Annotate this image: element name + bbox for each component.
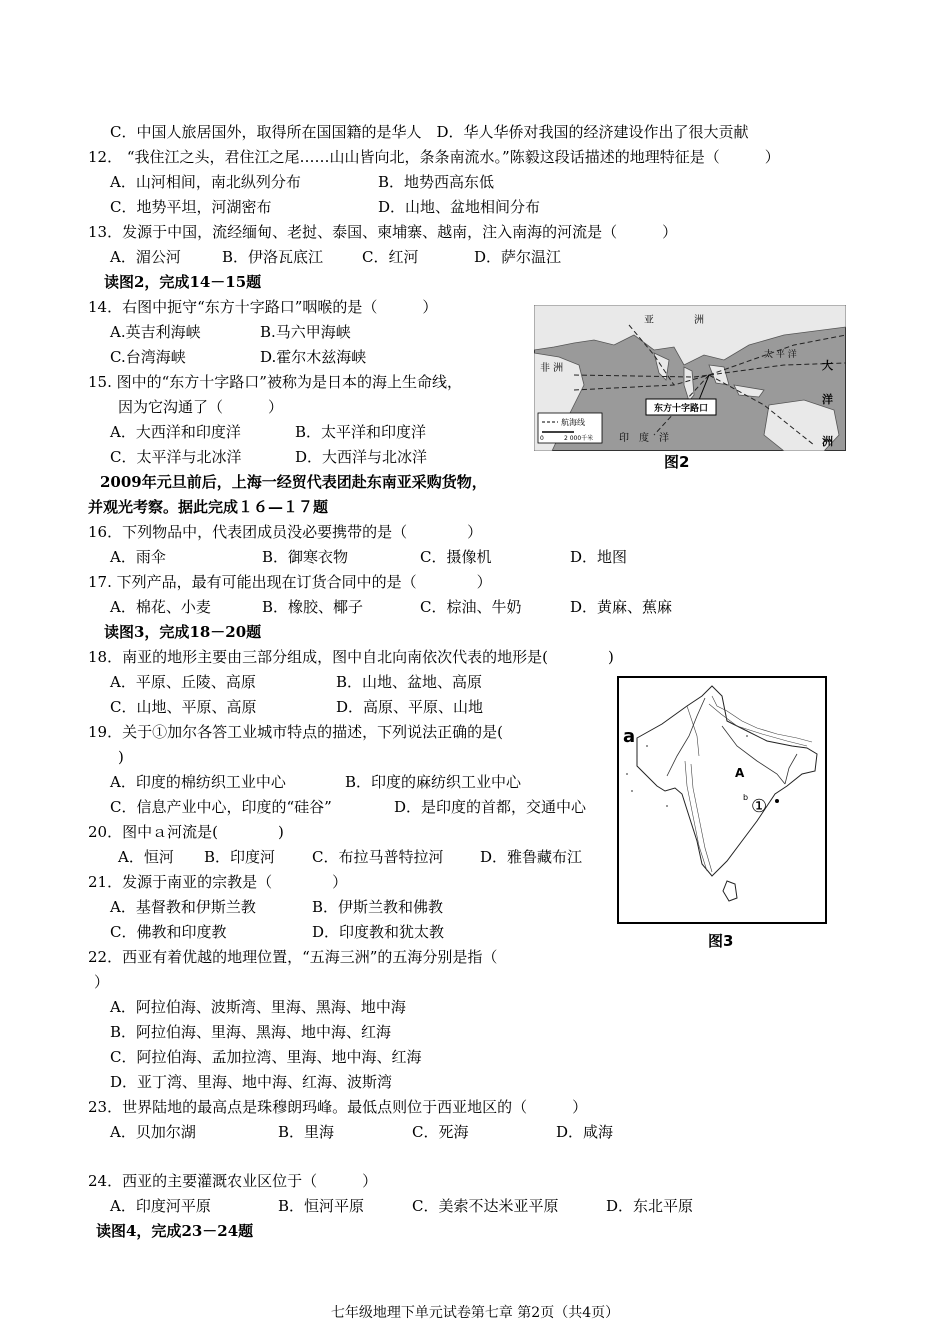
q13-option-c: C．红河 bbox=[362, 248, 419, 266]
question-20: 20．图中ａ河流是( ) bbox=[88, 823, 284, 841]
q16-option-b: B．御寒衣物 bbox=[262, 548, 349, 566]
q23-option-b: B．里海 bbox=[278, 1123, 335, 1141]
q20-option-d: D．雅鲁藏布江 bbox=[480, 848, 583, 866]
q12-option-d: D．山地、盆地相间分布 bbox=[378, 198, 541, 216]
q21-option-a: A．基督教和伊斯兰教 bbox=[110, 898, 256, 916]
atlantic-da-label: 大 bbox=[822, 359, 833, 372]
section-16-17-cont: 并观光考察。据此完成１６—１７题 bbox=[88, 498, 329, 516]
section-18-20: 读图3，完成18－20题 bbox=[104, 623, 262, 641]
q22-option-a: A．阿拉伯海、波斯湾、里海、黑海、地中海 bbox=[110, 998, 406, 1016]
q17-option-d: D．黄麻、蕉麻 bbox=[570, 598, 673, 616]
q17-option-c: C．棕油、牛奶 bbox=[420, 598, 522, 616]
question-19-cont: ) bbox=[118, 748, 124, 766]
q19-option-d: D．是印度的首都，交通中心 bbox=[394, 798, 587, 816]
figure-2-svg bbox=[534, 305, 846, 451]
section-14-15: 读图2，完成14－15题 bbox=[104, 273, 262, 291]
q14-option-a: A.英吉利海峡 bbox=[110, 323, 201, 341]
region-A-label: A bbox=[735, 766, 745, 780]
q15-option-d: D．大西洋与北冰洋 bbox=[295, 448, 428, 466]
atlantic-yang-label: 洋 bbox=[822, 393, 833, 406]
asia-label: 亚 洲 bbox=[644, 315, 704, 326]
q12-option-a: A．山河相间，南北纵列分布 bbox=[110, 173, 301, 191]
question-13: 13．发源于中国，流经缅甸、老挝、泰国、柬埔寨、越南，注入南海的河流是（ ） bbox=[88, 223, 678, 241]
legend-route-label: 航海线 bbox=[561, 418, 585, 427]
q24-option-b: B．恒河平原 bbox=[278, 1197, 365, 1215]
kolkata-dot bbox=[775, 799, 779, 803]
indian-ocean-label: 印 度 洋 bbox=[619, 433, 669, 444]
q15-option-c: C．太平洋与北冰洋 bbox=[110, 448, 242, 466]
legend-scale-label: 2 000千米 bbox=[564, 435, 594, 442]
q21-option-b: B．伊斯兰教和佛教 bbox=[312, 898, 444, 916]
q15-option-a: A．大西洋和印度洋 bbox=[110, 423, 241, 441]
q13-option-d: D．萨尔温江 bbox=[474, 248, 562, 266]
figure-2-caption: 图2 bbox=[664, 453, 690, 471]
q19-option-c: C．信息产业中心，印度的“硅谷” bbox=[110, 798, 332, 816]
q16-option-d: D．地图 bbox=[570, 548, 628, 566]
question-18: 18．南亚的地形主要由三部分组成，图中自北向南依次代表的地形是( ) bbox=[88, 648, 614, 666]
q23-option-d: D．咸海 bbox=[556, 1123, 614, 1141]
q24-option-d: D．东北平原 bbox=[606, 1197, 694, 1215]
question-11-option-cd: C．中国人旅居国外，取得所在国国籍的是华人 D．华人华侨对我国的经济建设作出了很大贡献 bbox=[110, 123, 749, 141]
q20-option-c: C．布拉马普特拉河 bbox=[312, 848, 444, 866]
q18-option-a: A．平原、丘陵、高原 bbox=[110, 673, 256, 691]
q23-option-c: C．死海 bbox=[412, 1123, 469, 1141]
figure-3-map bbox=[617, 676, 827, 924]
q24-option-c: C．美索不达米亚平原 bbox=[412, 1197, 559, 1215]
q16-option-a: A．雨伞 bbox=[110, 548, 166, 566]
q14-option-b: B.马六甲海峡 bbox=[260, 323, 351, 341]
q17-option-a: A．棉花、小麦 bbox=[110, 598, 211, 616]
q19-option-a: A．印度的棉纺织工业中心 bbox=[110, 773, 286, 791]
q18-option-b: B．山地、盆地、高原 bbox=[336, 673, 483, 691]
question-23: 23．世界陆地的最高点是珠穆朗玛峰。最低点则位于西亚地区的（ ） bbox=[88, 1098, 588, 1116]
atlantic-zhou-label: 洲 bbox=[822, 435, 833, 448]
q22-option-b: B．阿拉伯海、里海、黑海、地中海、红海 bbox=[110, 1023, 392, 1041]
q18-option-d: D．高原、平原、山地 bbox=[336, 698, 484, 716]
q20-option-b: B．印度河 bbox=[204, 848, 276, 866]
question-15: 15. 图中的“东方十字路口”被称为是日本的海上生命线， bbox=[88, 373, 462, 391]
q22-option-c: C．阿拉伯海、孟加拉湾、里海、地中海、红海 bbox=[110, 1048, 422, 1066]
q19-option-b: B．印度的麻纺织工业中心 bbox=[345, 773, 522, 791]
q23-option-a: A．贝加尔湖 bbox=[110, 1123, 196, 1141]
figure-3-caption: 图3 bbox=[708, 932, 734, 950]
question-12: 12． “我住江之头，君住江之尾……山山皆向北，条条南流水。”陈毅这段话描述的地理特征是（ ） bbox=[88, 148, 780, 166]
question-16: 16．下列物品中，代表团成员没必要携带的是（ ） bbox=[88, 523, 483, 541]
question-22: 22．西亚有着优越的地理位置，“五海三洲”的五海分别是指（ bbox=[88, 948, 498, 966]
question-22-cont: ） bbox=[94, 973, 110, 991]
question-21: 21．发源于南亚的宗教是（ ） bbox=[88, 873, 348, 891]
question-24: 24．西亚的主要灌溉农业区位于（ ） bbox=[88, 1172, 378, 1190]
legend-scale-zero: 0 bbox=[540, 435, 544, 442]
q15-option-b: B．太平洋和印度洋 bbox=[295, 423, 427, 441]
figure-2-map bbox=[534, 305, 846, 451]
question-14: 14．右图中扼守“东方十字路口”咽喉的是（ ） bbox=[88, 298, 438, 316]
q13-option-b: B．伊洛瓦底江 bbox=[222, 248, 324, 266]
q24-option-a: A．印度河平原 bbox=[110, 1197, 211, 1215]
q18-option-c: C．山地、平原、高原 bbox=[110, 698, 257, 716]
question-17: 17. 下列产品，最有可能出现在订货合同中的是（ ） bbox=[88, 573, 492, 591]
region-b-label: b bbox=[743, 793, 749, 802]
section-16-17: 2009年元旦前后，上海一经贸代表团赴东南亚采购货物， bbox=[100, 473, 487, 491]
q22-option-d: D．亚丁湾、里海、地中海、红海、波斯湾 bbox=[110, 1073, 393, 1091]
crossroad-label: 东方十字路口 bbox=[653, 404, 709, 414]
q21-option-c: C．佛教和印度教 bbox=[110, 923, 227, 941]
q12-option-b: B．地势西高东低 bbox=[378, 173, 495, 191]
q21-option-d: D．印度教和犹太教 bbox=[312, 923, 445, 941]
question-19: 19．关于①加尔各答工业城市特点的描述，下列说法正确的是( bbox=[88, 723, 503, 741]
river-a-label: a bbox=[623, 726, 636, 747]
page-footer: 七年级地理下单元试卷第七章 第2页（共4页） bbox=[330, 1305, 620, 1321]
kolkata-marker-label: ① bbox=[751, 796, 768, 817]
question-15-cont: 因为它沟通了（ ） bbox=[118, 398, 284, 416]
q12-option-c: C．地势平坦，河湖密布 bbox=[110, 198, 272, 216]
q14-option-d: D.霍尔木兹海峡 bbox=[260, 348, 367, 366]
figure-3-svg bbox=[617, 676, 827, 924]
section-23-24: 读图4，完成23－24题 bbox=[96, 1222, 254, 1240]
q14-option-c: C.台湾海峡 bbox=[110, 348, 186, 366]
pacific-label: 太 平 洋 bbox=[764, 350, 797, 360]
q17-option-b: B．橡胶、椰子 bbox=[262, 598, 364, 616]
q13-option-a: A．湄公河 bbox=[110, 248, 181, 266]
q20-option-a: A．恒河 bbox=[118, 848, 174, 866]
africa-label: 非 洲 bbox=[540, 363, 564, 374]
q16-option-c: C．摄像机 bbox=[420, 548, 492, 566]
